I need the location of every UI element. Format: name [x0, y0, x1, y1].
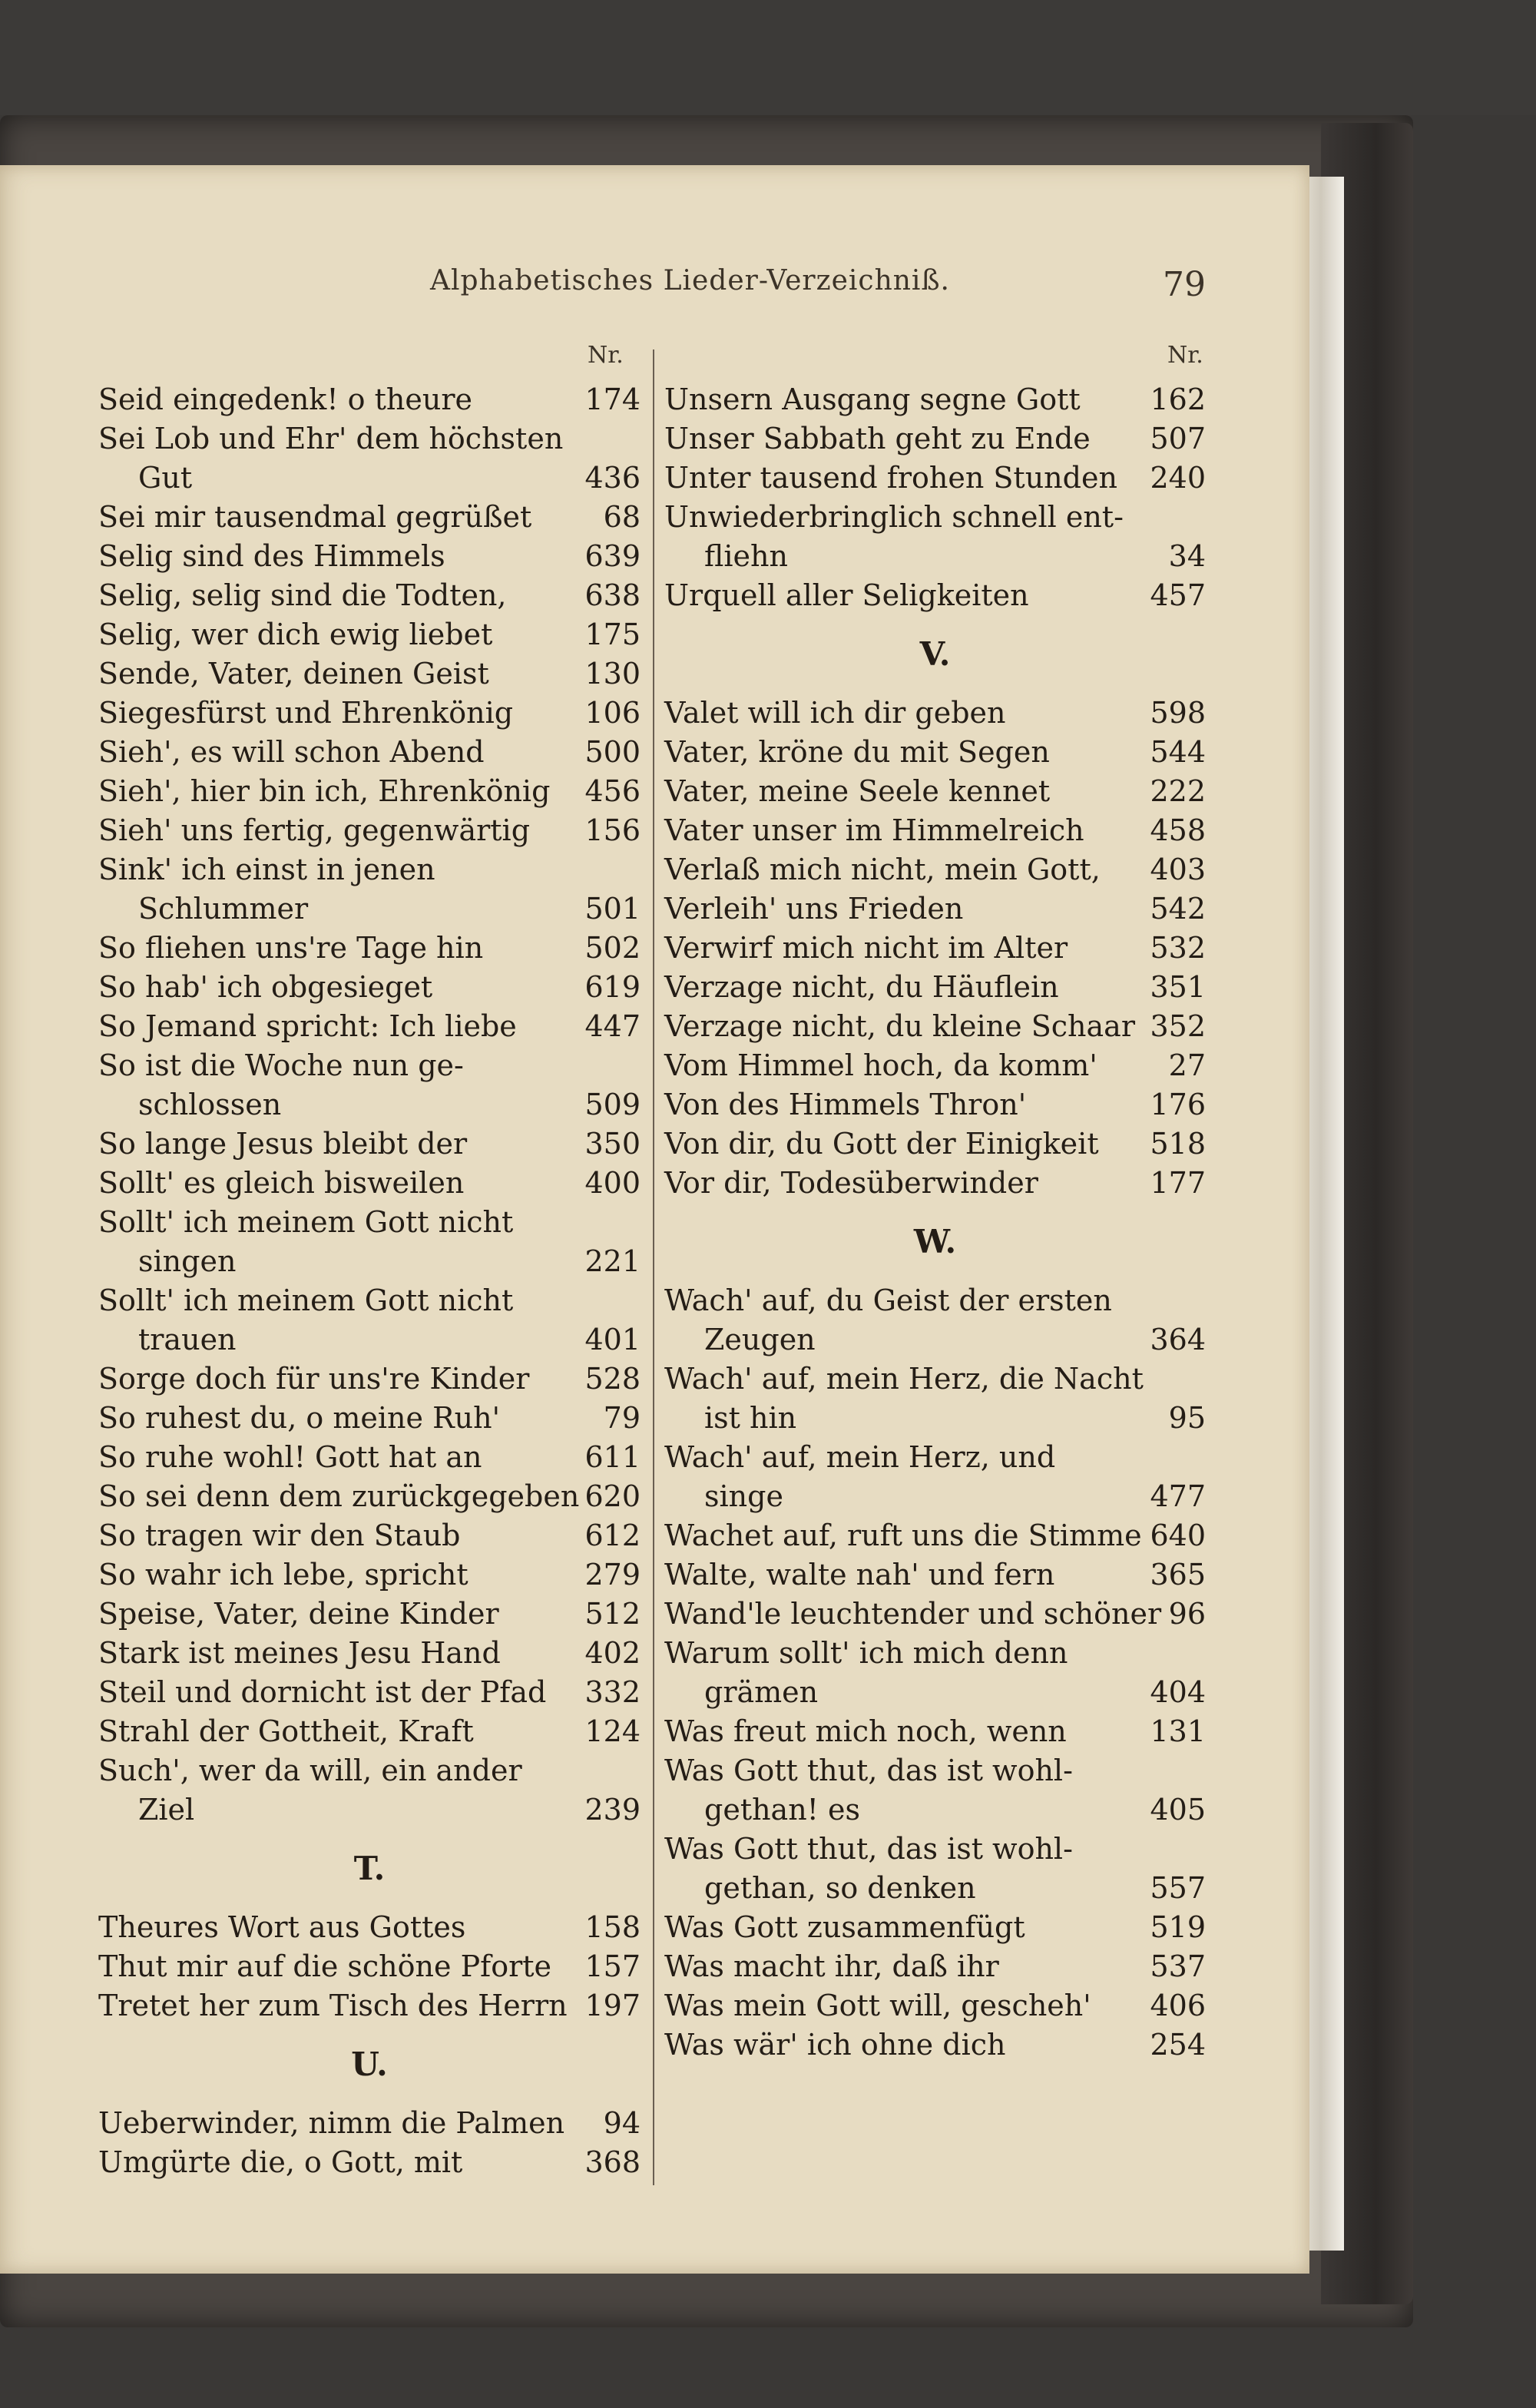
left-column — [98, 380, 641, 2182]
hymn-title: Tretet her zum Tisch des Herrn — [98, 1989, 568, 2022]
hymn-title: Sink' ich einst in jenen — [98, 853, 435, 886]
index-entry — [664, 537, 1206, 576]
hymn-title: Was macht ihr, daß ihr — [664, 1949, 999, 1983]
index-entry — [664, 1673, 1206, 1712]
index-entry — [98, 459, 641, 498]
hymn-number: 620 — [584, 1479, 641, 1513]
hymn-number: 332 — [584, 1675, 641, 1709]
hymn-number: 405 — [1150, 1793, 1206, 1827]
hymn-title: Verzage nicht, du Häuflein — [664, 970, 1059, 1004]
hymn-number: 106 — [584, 696, 641, 730]
index-entry — [664, 772, 1206, 811]
hymn-title: Such', wer da will, ein ander — [98, 1754, 522, 1787]
hymn-number: 456 — [584, 774, 641, 808]
hymn-number: 477 — [1150, 1479, 1206, 1513]
hymn-title: Was Gott thut, das ist wohl- — [664, 1832, 1073, 1866]
hymn-title: Seid eingedenk! o theure — [98, 383, 472, 416]
hymn-number: 174 — [584, 383, 641, 416]
section-letter: V. — [919, 635, 951, 673]
hymn-title: ist hin — [704, 1401, 797, 1435]
hymn-title: Umgürte die, o Gott, mit — [98, 2145, 463, 2179]
index-entry — [664, 1085, 1206, 1125]
hymn-title: Ueberwinder, nimm die Palmen — [98, 2106, 565, 2140]
hymn-number: 509 — [584, 1088, 641, 1121]
section-letter: W. — [913, 1223, 957, 1260]
hymn-title: schlossen — [138, 1088, 282, 1121]
hymn-title: Was Gott thut, das ist wohl- — [664, 1754, 1073, 1787]
hymn-title: Strahl der Gottheit, Kraft — [98, 1714, 474, 1748]
hymn-number: 124 — [584, 1714, 641, 1748]
hymn-number: 404 — [1150, 1675, 1206, 1709]
hymn-number: 507 — [1150, 422, 1206, 455]
hymn-number: 447 — [584, 1009, 641, 1043]
hymn-title: Sorge doch für uns're Kinder — [98, 1362, 530, 1396]
hymn-title: Gut — [138, 461, 193, 495]
hymn-number: 400 — [584, 1166, 641, 1200]
hymn-title: Zeugen — [704, 1323, 816, 1356]
index-entry — [664, 811, 1206, 850]
index-entry — [664, 1986, 1206, 2025]
hymn-title: So ruhe wohl! Gott hat an — [98, 1440, 482, 1474]
hymn-number: 619 — [584, 970, 641, 1004]
index-entry — [664, 419, 1206, 459]
hymn-number: 365 — [1150, 1558, 1206, 1592]
index-entry — [664, 1438, 1206, 1477]
index-entry — [98, 1595, 641, 1634]
hymn-number: 640 — [1150, 1519, 1206, 1552]
hymn-title: Vater, kröne du mit Segen — [664, 735, 1050, 769]
hymn-number: 131 — [1150, 1714, 1206, 1748]
hymn-number: 612 — [584, 1519, 641, 1552]
index-entry — [664, 1399, 1206, 1438]
hymn-number: 162 — [1150, 383, 1206, 416]
hymn-number: 501 — [584, 892, 641, 926]
hymn-title: Unter tausend frohen Stunden — [664, 461, 1117, 495]
index-entry — [664, 1634, 1206, 1673]
index-entry — [98, 654, 641, 694]
index-entry — [98, 1164, 641, 1203]
index-entry — [98, 1046, 641, 1085]
hymn-title: Sieh', es will schon Abend — [98, 735, 485, 769]
hymn-title: Vater, meine Seele kennet — [664, 774, 1051, 808]
hymn-number: 436 — [584, 461, 641, 495]
index-entry — [98, 694, 641, 733]
hymn-number: 94 — [603, 2106, 641, 2140]
hymn-number: 542 — [1150, 892, 1206, 926]
index-entry — [664, 929, 1206, 968]
index-entry — [664, 576, 1206, 615]
hymn-title: Unsern Ausgang segne Gott — [664, 383, 1081, 416]
index-entry — [98, 1203, 641, 1242]
hymn-title: So tragen wir den Staub — [98, 1519, 461, 1552]
hymn-number: 528 — [584, 1362, 641, 1396]
hymn-title: Wachet auf, ruft uns die Stimme — [664, 1519, 1142, 1552]
hymn-number: 175 — [584, 618, 641, 651]
hymn-title: Verwirf mich nicht im Alter — [664, 931, 1068, 965]
hymn-number: 96 — [1168, 1597, 1206, 1631]
index-entry — [98, 1477, 641, 1516]
index-entry — [98, 889, 641, 929]
hymn-title: Selig, wer dich ewig liebet — [98, 618, 493, 651]
index-entry — [98, 1555, 641, 1595]
hymn-title: Walte, walte nah' und fern — [664, 1558, 1055, 1592]
hymn-title: Ziel — [138, 1793, 195, 1827]
hymn-number: 279 — [584, 1558, 641, 1592]
hymn-number: 157 — [584, 1949, 641, 1983]
hymn-number: 27 — [1168, 1048, 1206, 1082]
index-entry — [664, 1477, 1206, 1516]
index-entry — [98, 1712, 641, 1751]
hymn-title: So Jemand spricht: Ich liebe — [98, 1009, 517, 1043]
index-entry — [664, 1555, 1206, 1595]
index-entry — [664, 1869, 1206, 1908]
index-entry — [664, 1046, 1206, 1085]
index-entry — [664, 1320, 1206, 1360]
background — [0, 0, 1536, 115]
hymn-title: Was mein Gott will, gescheh' — [664, 1989, 1091, 2022]
index-entry — [664, 1790, 1206, 1830]
index-entry — [98, 2104, 641, 2143]
hymn-title: Schlummer — [138, 892, 309, 926]
hymn-number: 364 — [1150, 1323, 1206, 1356]
index-entry — [98, 615, 641, 654]
hymn-title: gethan, so denken — [704, 1871, 976, 1905]
hymn-number: 458 — [1150, 813, 1206, 847]
hymn-title: Unser Sabbath geht zu Ende — [664, 422, 1091, 455]
index-entry — [98, 968, 641, 1007]
index-entry — [98, 576, 641, 615]
index-entry — [98, 1007, 641, 1046]
index-entry — [98, 772, 641, 811]
hymn-title: So sei denn dem zurückgegeben — [98, 1479, 580, 1513]
index-entry — [664, 1830, 1206, 1869]
index-entry — [664, 1908, 1206, 1947]
hymn-title: Wach' auf, mein Herz, die Nacht — [664, 1362, 1144, 1396]
nr-label-left: Nr. — [588, 342, 624, 369]
hymn-title: grämen — [704, 1675, 819, 1709]
hymn-title: Verzage nicht, du kleine Schaar — [664, 1009, 1135, 1043]
index-entry — [98, 498, 641, 537]
index-entry — [664, 968, 1206, 1007]
index-entry — [98, 811, 641, 850]
index-entry — [664, 1751, 1206, 1790]
hymn-number: 518 — [1150, 1127, 1206, 1161]
index-entry — [98, 850, 641, 889]
index-entry — [98, 419, 641, 459]
hymn-number: 611 — [584, 1440, 641, 1474]
hymn-title: So wahr ich lebe, spricht — [98, 1558, 468, 1592]
hymn-title: Selig, selig sind die Todten, — [98, 578, 507, 612]
hymn-title: Theures Wort aus Gottes — [98, 1910, 466, 1944]
hymn-title: Sei Lob und Ehr' dem höchsten — [98, 422, 564, 455]
section-heading — [664, 615, 1206, 694]
index-entry — [98, 1085, 641, 1125]
hymn-number: 34 — [1168, 539, 1206, 573]
hymn-number: 532 — [1150, 931, 1206, 965]
index-entry — [664, 889, 1206, 929]
index-entry — [98, 537, 641, 576]
hymn-number: 457 — [1150, 578, 1206, 612]
index-entry — [664, 850, 1206, 889]
hymn-title: gethan! es — [704, 1793, 861, 1827]
index-entry — [98, 1281, 641, 1320]
hymn-title: Sieh', hier bin ich, Ehrenkönig — [98, 774, 551, 808]
right-column — [664, 380, 1206, 2065]
hymn-title: Verleih' uns Frieden — [664, 892, 964, 926]
index-entry — [664, 1712, 1206, 1751]
index-entry — [664, 733, 1206, 772]
index-entry — [98, 733, 641, 772]
hymn-number: 68 — [603, 500, 641, 534]
index-entry — [664, 1947, 1206, 1986]
hymn-title: Sende, Vater, deinen Geist — [98, 657, 489, 691]
index-entry — [98, 1360, 641, 1399]
hymn-title: Verlaß mich nicht, mein Gott, — [664, 853, 1101, 886]
hymn-title: singen — [138, 1244, 237, 1278]
page-number: 79 — [1163, 265, 1206, 304]
section-letter: U. — [351, 2045, 388, 2083]
index-entry — [98, 1908, 641, 1947]
hymn-title: Sollt' ich meinem Gott nicht — [98, 1205, 514, 1239]
hymn-title: Sollt' es gleich bisweilen — [98, 1166, 465, 1200]
hymn-number: 79 — [603, 1401, 641, 1435]
hymn-number: 368 — [584, 2145, 641, 2179]
index-entry — [98, 1986, 641, 2025]
index-entry — [664, 1360, 1206, 1399]
hymn-title: Von des Himmels Thron' — [664, 1088, 1027, 1121]
index-entry — [98, 929, 641, 968]
hymn-number: 240 — [1150, 461, 1206, 495]
hymn-title: Vom Himmel hoch, da komm' — [664, 1048, 1097, 1082]
hymn-title: So fliehen uns're Tage hin — [98, 931, 484, 965]
index-entry — [98, 1947, 641, 1986]
hymn-number: 544 — [1150, 735, 1206, 769]
hymn-title: So ist die Woche nun ge- — [98, 1048, 464, 1082]
hymn-number: 176 — [1150, 1088, 1206, 1121]
hymn-number: 130 — [584, 657, 641, 691]
hymn-title: Speise, Vater, deine Kinder — [98, 1597, 499, 1631]
section-heading — [664, 1203, 1206, 1281]
hymn-title: Stark ist meines Jesu Hand — [98, 1636, 501, 1670]
hymn-number: 406 — [1150, 1989, 1206, 2022]
hymn-number: 156 — [584, 813, 641, 847]
hymn-title: Was freut mich noch, wenn — [664, 1714, 1067, 1748]
index-entry — [664, 1164, 1206, 1203]
hymn-title: Sei mir tausendmal gegrüßet — [98, 500, 532, 534]
hymn-number: 402 — [584, 1636, 641, 1670]
section-letter: T. — [353, 1850, 386, 1887]
index-entry — [98, 1516, 641, 1555]
index-entry — [664, 1595, 1206, 1634]
hymn-number: 350 — [584, 1127, 641, 1161]
index-entry — [664, 2025, 1206, 2065]
section-heading — [98, 2025, 641, 2104]
hymn-number: 351 — [1150, 970, 1206, 1004]
hymn-number: 222 — [1150, 774, 1206, 808]
index-entry — [664, 1281, 1206, 1320]
hymn-title: Selig sind des Himmels — [98, 539, 445, 573]
index-entry — [98, 1751, 641, 1790]
hymn-number: 221 — [584, 1244, 641, 1278]
hymn-title: Wach' auf, du Geist der ersten — [664, 1283, 1112, 1317]
hymn-number: 177 — [1150, 1166, 1206, 1200]
hymn-number: 95 — [1168, 1401, 1206, 1435]
hymn-number: 352 — [1150, 1009, 1206, 1043]
index-entry — [664, 1125, 1206, 1164]
hymn-title: Steil und dornicht ist der Pfad — [98, 1675, 547, 1709]
index-entry — [98, 2143, 641, 2182]
hymn-title: Sollt' ich meinem Gott nicht — [98, 1283, 514, 1317]
hymn-number: 502 — [584, 931, 641, 965]
section-heading — [98, 1830, 641, 1908]
index-entry — [98, 1320, 641, 1360]
column-divider — [653, 349, 654, 2185]
hymn-title: Urquell aller Seligkeiten — [664, 578, 1029, 612]
hymn-title: fliehn — [704, 539, 788, 573]
hymn-title: Was wär' ich ohne dich — [664, 2028, 1006, 2062]
index-entry — [98, 1790, 641, 1830]
index-entry — [664, 1007, 1206, 1046]
hymn-title: Valet will ich dir geben — [664, 696, 1006, 730]
index-entry — [98, 1399, 641, 1438]
hymn-number: 254 — [1150, 2028, 1206, 2062]
index-entry — [98, 380, 641, 419]
hymn-number: 512 — [584, 1597, 641, 1631]
hymn-number: 500 — [584, 735, 641, 769]
running-title: Alphabetisches Lieder-Verzeichniß. — [430, 265, 950, 296]
hymn-number: 403 — [1150, 853, 1206, 886]
hymn-number: 639 — [584, 539, 641, 573]
hymn-title: Vater unser im Himmelreich — [664, 813, 1084, 847]
hymn-number: 158 — [584, 1910, 641, 1944]
index-entry — [98, 1125, 641, 1164]
hymn-title: Thut mir auf die schöne Pforte — [98, 1949, 552, 1983]
index-entry — [98, 1242, 641, 1281]
hymn-number: 557 — [1150, 1871, 1206, 1905]
hymn-title: So ruhest du, o meine Ruh' — [98, 1401, 501, 1435]
hymn-title: Was Gott zusammenfügt — [664, 1910, 1025, 1944]
hymn-title: Warum sollt' ich mich denn — [664, 1636, 1068, 1670]
index-entry — [98, 1673, 641, 1712]
hymn-number: 401 — [584, 1323, 641, 1356]
hymn-number: 239 — [584, 1793, 641, 1827]
hymn-title: Siegesfürst und Ehrenkönig — [98, 696, 514, 730]
hymn-title: singe — [704, 1479, 783, 1513]
index-entry — [664, 1516, 1206, 1555]
hymn-title: Vor dir, Todesüberwinder — [664, 1166, 1038, 1200]
hymn-title: trauen — [138, 1323, 237, 1356]
hymn-number: 197 — [584, 1989, 641, 2022]
hymn-title: Wach' auf, mein Herz, und — [664, 1440, 1056, 1474]
hymn-number: 519 — [1150, 1910, 1206, 1944]
index-entry — [664, 459, 1206, 498]
nr-label-right: Nr. — [1167, 342, 1203, 369]
index-entry — [664, 498, 1206, 537]
index-entry — [98, 1634, 641, 1673]
index-entry — [664, 380, 1206, 419]
hymn-title: Sieh' uns fertig, gegenwärtig — [98, 813, 531, 847]
hymn-title: So hab' ich obgesieget — [98, 970, 433, 1004]
index-entry — [664, 694, 1206, 733]
hymn-title: So lange Jesus bleibt der — [98, 1127, 468, 1161]
hymn-title: Von dir, du Gott der Einigkeit — [664, 1127, 1099, 1161]
hymn-title: Unwiederbringlich schnell ent- — [664, 500, 1124, 534]
hymn-number: 537 — [1150, 1949, 1206, 1983]
index-entry — [98, 1438, 641, 1477]
hymn-number: 638 — [584, 578, 641, 612]
hymn-number: 598 — [1150, 696, 1206, 730]
hymn-title: Wand'le leuchtender und schöner — [664, 1597, 1162, 1631]
